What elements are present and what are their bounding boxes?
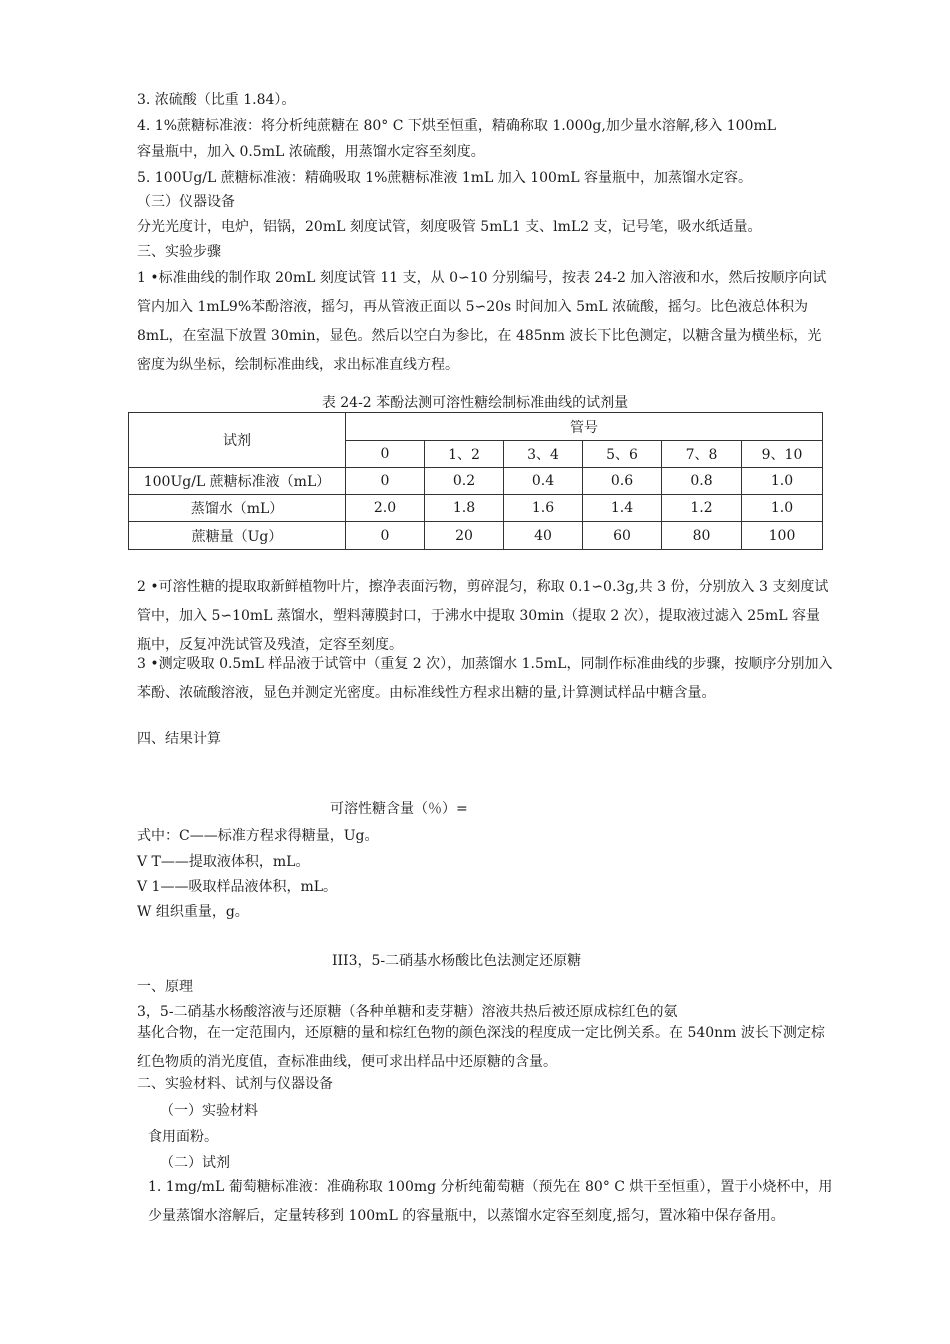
table-cell: 1.0 bbox=[742, 468, 823, 495]
tube-label: 1、2 bbox=[425, 441, 504, 468]
table-cell: 1.6 bbox=[504, 495, 583, 522]
formula-label: 可溶性糖含量（％）= bbox=[330, 801, 468, 817]
table-cell: 1.0 bbox=[742, 495, 823, 522]
legend-c: 式中：C——标准方程求得糖量，Ug。 bbox=[137, 828, 379, 844]
heading-reagents: （二）试剂 bbox=[160, 1155, 230, 1171]
table-cell: 1.8 bbox=[425, 495, 504, 522]
heading-materials-sub: （一）实验材料 bbox=[160, 1103, 258, 1119]
table-cell: 0.2 bbox=[425, 468, 504, 495]
heading-results: 四、结果计算 bbox=[137, 731, 221, 747]
heading-instruments: （三）仪器设备 bbox=[137, 194, 235, 210]
para-extraction: 2 •可溶性糖的提取取新鲜植物叶片，擦净表面污物，剪碎混匀，称取 0.1∽0.3g,共 3 份，分别放入 3 支刻度试管中，加入 5∽10mL 蒸馏水，塑料薄膜封口，于沸水中提取 30min（提取 2 次），提取液过滤入 25mL 容量瓶中，反复冲洗试管及残渣，定容至刻度。 bbox=[137, 579, 829, 653]
para-measurement: 3 •测定吸取 0.5mL 样品液于试管中（重复 2 次），加蒸馏水 1.5mL，同制作标准曲线的步骤，按顺序分别加入苯酚、浓硫酸溶液，显色并测定光密度。由标准线性方程求出糖的量,计算测试样品中糖含量。 bbox=[137, 656, 833, 701]
table-caption: 表 24-2 苯酚法测可溶性糖绘制标准曲线的试剂量 bbox=[321, 395, 629, 411]
table-cell: 60 bbox=[583, 522, 662, 550]
heading-materials: 二、实验材料、试剂与仪器设备 bbox=[137, 1076, 333, 1092]
table-row bbox=[129, 522, 823, 550]
table-cell: 80 bbox=[662, 522, 742, 550]
table-row bbox=[129, 495, 823, 522]
table-cell: 1.4 bbox=[583, 495, 662, 522]
line-sucrose-std-100: 5. 100Ug/L 蔗糖标准液：精确吸取 1%蔗糖标准液 1mL 加入 100mL 容量瓶中，加蒸馏水定容。 bbox=[137, 170, 752, 186]
reagent-table bbox=[128, 412, 823, 550]
table-cell: 0.8 bbox=[662, 468, 742, 495]
para-standard-curve: 1 •标准曲线的制作取 20mL 刻度试管 11 支，从 0∽10 分别编号，按表 24-2 加入溶液和水，然后按顺序向试管内加入 1mL9%苯酚溶液，摇匀，再从管液正面以 5∽20s 时间加入 5mL 浓硫酸，摇匀。比色液总体积为 8mL，在室温下放置 30min，显色。然后以空白为参比，在 485nm 波长下比色测定，以糖含量为横坐标，光密度为纵坐标，绘制标准曲线，求出标准直线方程。 bbox=[137, 270, 827, 373]
header-reagent: 试剂 bbox=[129, 413, 346, 468]
table-cell: 0.4 bbox=[504, 468, 583, 495]
table-cell: 0 bbox=[346, 468, 425, 495]
line-flour: 食用面粉。 bbox=[148, 1129, 218, 1145]
table-cell: 1.2 bbox=[662, 495, 742, 522]
legend-vt: V T——提取液体积，mL。 bbox=[137, 854, 310, 870]
line-instruments: 分光光度计，电炉，铝锅，20mL 刻度试管，刻度吸管 5mL1 支、lmL2 支，记号笔，吸水纸适量。 bbox=[137, 219, 762, 235]
header-tube-number: 管号 bbox=[346, 413, 823, 441]
tube-label: 3、4 bbox=[504, 441, 583, 468]
tube-label: 7、8 bbox=[662, 441, 742, 468]
heading-principle: 一、原理 bbox=[137, 979, 193, 995]
line-sucrose-std-1: 4. 1%蔗糖标准液：将分析纯蔗糖在 80° C 下烘至恒重，精确称取 1.000g,加少量水溶解,移入 100mL bbox=[137, 118, 777, 134]
row-label: 100Ug/L 蔗糖标准液（mL） bbox=[129, 468, 346, 495]
legend-v1: V 1——吸取样品液体积，mL。 bbox=[137, 879, 338, 895]
table-cell: 2.0 bbox=[346, 495, 425, 522]
tube-label: 0 bbox=[346, 441, 425, 468]
table-cell: 100 bbox=[742, 522, 823, 550]
tube-label: 5、6 bbox=[583, 441, 662, 468]
tube-label: 9、10 bbox=[742, 441, 823, 468]
table-cell: 0.6 bbox=[583, 468, 662, 495]
line-conc-sulfuric: 3. 浓硫酸（比重 1.84）。 bbox=[137, 92, 296, 108]
section-title-dns: III3，5-二硝基水杨酸比色法测定还原糖 bbox=[332, 953, 582, 969]
para-principle: 基化合物，在一定范围内，还原糖的量和棕红色物的颜色深浅的程度成一定比例关系。在 540nm 波长下测定棕红色物质的消光度值，查标准曲线，便可求出样品中还原糖的含量。 bbox=[137, 1025, 825, 1070]
table-row bbox=[129, 468, 823, 495]
line-sucrose-std-1-cont: 容量瓶中，加入 0.5mL 浓硫酸，用蒸馏水定容至刻度。 bbox=[137, 144, 485, 160]
heading-procedure: 三、实验步骤 bbox=[137, 244, 221, 260]
legend-w: W 组织重量，g。 bbox=[137, 904, 249, 920]
para-glucose-std: 1. 1mg/mL 葡萄糖标准液：准确称取 100mg 分析纯葡萄糖（预先在 80° C 烘干至恒重），置于小烧杯中，用少量蒸馏水溶解后，定量转移到 100mL 的容量瓶中，以蒸馏水定容至刻度,摇匀，置冰箱中保存备用。 bbox=[148, 1179, 833, 1224]
table-cell: 20 bbox=[425, 522, 504, 550]
table-cell: 40 bbox=[504, 522, 583, 550]
row-label: 蔗糖量（Ug） bbox=[129, 522, 346, 550]
row-label: 蒸馏水（mL） bbox=[129, 495, 346, 522]
table-cell: 0 bbox=[346, 522, 425, 550]
line-principle-1: 3，5-二硝基水杨酸溶液与还原糖（各种单糖和麦芽糖）溶液共热后被还原成棕红色的氨 bbox=[137, 1004, 678, 1020]
